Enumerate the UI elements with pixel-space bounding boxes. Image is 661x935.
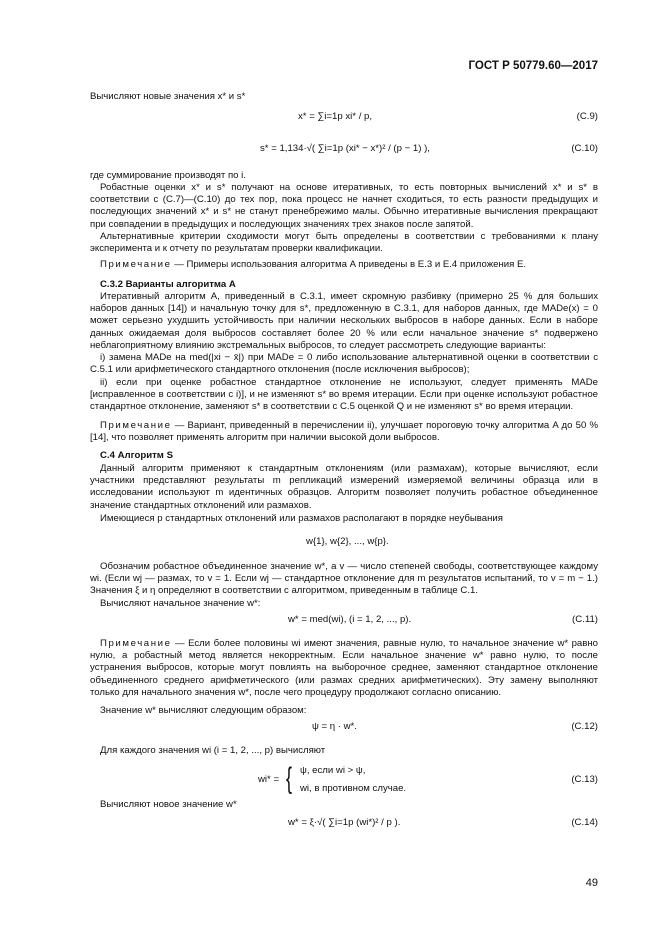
equation-number: (С.11) bbox=[572, 614, 598, 625]
paragraph: Альтернативные критерии сходимости могут быть определены в соответствии с требованиями к плану эксперимента и к отчету по результатам проверки квалификации. bbox=[90, 231, 598, 255]
paragraph: Робастные оценки x* и s* получают на основе итеративных, то есть повторных вычислений x* и s* в соответствии с (С.7)—(С.10) до тех пор, пока процесс не начнет сходиться, то есть разности предыдущих и последующих значений x* и s* не станут пренебрежимо малы. Обычно итеративные вычисления прекращают при совпадении в предыдущих и последующих значениях трех знаков после запятой. bbox=[90, 182, 598, 230]
note-label: Примечание bbox=[100, 638, 172, 649]
equation-number: (С.14) bbox=[571, 817, 598, 828]
formula: x* = ∑i=1p xi* / p, bbox=[298, 111, 373, 122]
formula: w* = ξ·√( ∑i=1p (wi*)² / p ). bbox=[288, 817, 401, 828]
paragraph: Итеративный алгоритм A, приведенный в С.3.1, имеет скромную разбивку (примерно 25 % для больших наборов данных [14]) и начальную точку для s*, предложенную в С.3.1, для наборов данных, где MADe(x) = 0 может серьезно ухудшить устойчивость при наличии нескольких выбросов в наборе данных. Если в наборе данных ожидаемая доля выбросов составляет более 20 % или если начальное значение s* подвержено неблагоприятному влиянию экстремальных выбросов, то следует рассмотреть следующие варианты: bbox=[90, 291, 598, 351]
paragraph: Для каждого значения wi (i = 1, 2, ..., p) вычисляют bbox=[100, 745, 326, 756]
paragraph: ii) если при оценке робастное стандартное отклонение не используют, следует применять MADe [исправленное в соответствии с i)], и не изменяют s* во время итерации. Если при оценке используют робастное стандартное отклонение, заменяют s* в соответствии с С.5 оценкой Q и не изменяют s* во время итерации. bbox=[90, 377, 598, 413]
note-label: Примечание bbox=[100, 420, 172, 431]
paragraph: Данный алгоритм применяют к стандартным отклонениям (или размахам), которые вычисляют, если участники представляют результаты m репликаций измерений измеряемой величины образца или в исследовании используют m идентичных образцов. Алгоритм позволяет получить робастное объединенное значение стандартных отклонений или размахов. bbox=[90, 463, 598, 511]
section-heading: С.4 Алгоритм S bbox=[100, 450, 173, 461]
equation-number: (С.13) bbox=[571, 774, 598, 785]
note-text: — Если более половины wi имеют значения, равные нулю, то начальное значение w* равно нулю, а робастный метод является некорректным. Если начальное значение w* равно нулю, то после устранения выбросов, которые могут повлиять на выборочное среднее, заменяют стандартное отклонение объединенного среднего арифметического (или размах средних арифметических). Эту замену выполняют только для начального значения w*, после чего процедуру продолжают согласно описанию. bbox=[90, 638, 598, 698]
paragraph: Вычисляют новое значение w* bbox=[100, 799, 237, 810]
paragraph: Вычисляют новые значения x* и s* bbox=[90, 91, 246, 102]
formula: w* = med(wi), (i = 1, 2, ..., p). bbox=[288, 614, 412, 625]
equation-number: (С.10) bbox=[571, 143, 598, 154]
equation-c13 bbox=[90, 764, 598, 800]
paragraph: где суммирование производят по i. bbox=[90, 170, 246, 181]
paragraph: Значение w* вычисляют следующим образом: bbox=[100, 705, 307, 716]
equation-number: (С.9) bbox=[576, 111, 598, 122]
formula: ψ = η · w*. bbox=[312, 721, 357, 732]
note bbox=[90, 259, 598, 271]
equation-c11 bbox=[90, 614, 598, 636]
equation-c9 bbox=[90, 111, 598, 133]
formula-case: ψ, если wi > ψ, bbox=[300, 765, 366, 776]
section-heading: С.3.2 Варианты алгоритма А bbox=[100, 279, 236, 290]
document-header: ГОСТ Р 50779.60—2017 bbox=[468, 60, 598, 72]
paragraph: i) замена MADe на med(|xi − x̄|) при MADe = 0 либо использование альтернативной оценки в соответствии с С.5.1 или арифметического стандартного отклонения (после исключения выбросов); bbox=[90, 352, 598, 376]
note-text: — Примеры использования алгоритма A приведены в Е.3 и Е.4 приложения Е. bbox=[171, 259, 527, 270]
formula: w{1}, w{2}, ..., w{p}. bbox=[306, 536, 389, 547]
brace-glyph: { bbox=[286, 762, 293, 795]
note bbox=[90, 420, 598, 444]
equation-c12 bbox=[90, 721, 598, 743]
equation-number: (С.12) bbox=[571, 721, 598, 732]
note-label: Примечание bbox=[100, 259, 172, 270]
equation-c10 bbox=[90, 143, 598, 165]
note-text: — Вариант, приведенный в перечислении ii), улучшает пороговую точку алгоритма A до 50 % [14], что позволяет применять алгоритм при наличии высокой доли выбросов. bbox=[90, 420, 598, 444]
formula: s* = 1,134·√( ∑i=1p (xi* − x*)² / (p − 1) ), bbox=[260, 143, 430, 154]
formula-lhs: wi* = bbox=[258, 774, 280, 785]
note bbox=[90, 638, 598, 699]
paragraph: Обозначим робастное объединенное значение w*, а v — число степеней свободы, соответствующее каждому wi. (Если wj — размах, то v = 1. Если wj — стандартное отклонение для m результатов испытаний, то v = m − 1.) Значения ξ и η определяют в соответствии с алгоритмом, приведенным в таблице С.1. bbox=[90, 561, 598, 597]
paragraph: Вычисляют начальное значение w*: bbox=[100, 598, 261, 609]
page-number: 49 bbox=[585, 877, 598, 889]
paragraph: Имеющиеся p стандартных отклонений или размахов располагают в порядке неубывания bbox=[100, 513, 503, 524]
equation-c14 bbox=[90, 817, 598, 839]
formula-case: wi, в противном случае. bbox=[300, 783, 407, 794]
equation-list bbox=[90, 536, 598, 558]
